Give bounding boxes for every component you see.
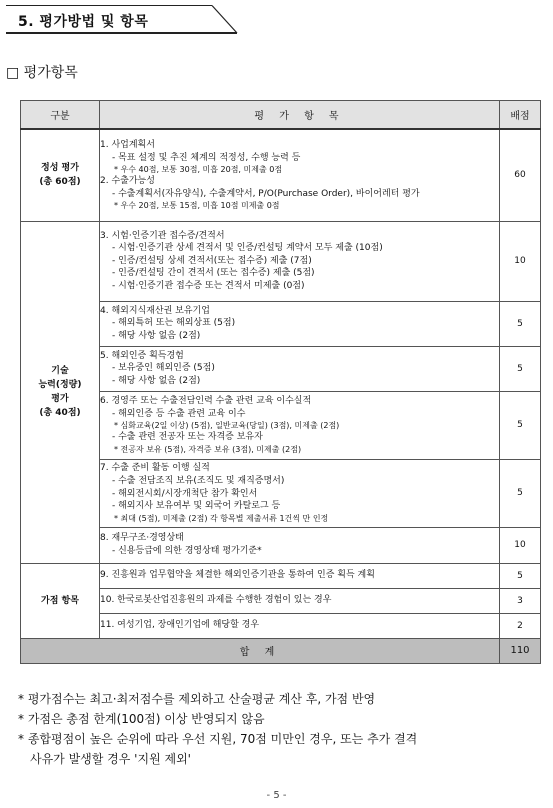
item-cell <box>100 301 500 346</box>
category-label: 능력(정량) <box>38 380 82 390</box>
category-label: 평가 <box>51 394 69 404</box>
item-title: 2. 수출가능성 <box>100 176 155 187</box>
total-label-text: 합 계 <box>239 647 281 658</box>
total-row <box>21 638 541 663</box>
footnote: * 종합평점이 높은 순위에 따라 우선 지원, 70점 미만인 경우, 또는 추가 결격 <box>18 732 418 746</box>
section-title-box <box>6 5 236 34</box>
category-cell <box>21 129 100 221</box>
item-detail: - 신용등급에 의한 경영상태 평가기준* <box>112 546 262 556</box>
category-label: 정성 평가 <box>41 163 79 174</box>
item-detail: - 보유중인 해외인증 (5점) <box>112 363 215 374</box>
item-cell <box>100 346 500 391</box>
category-cell <box>21 563 100 638</box>
item-cell <box>100 391 500 459</box>
header-items-label: 평 가 항 목 <box>254 111 345 122</box>
category-label: 가점 항목 <box>41 595 79 606</box>
table-body <box>21 129 541 638</box>
item-note: * 우수 40점, 보통 30점, 미흡 20점, 미제출 0점 <box>114 165 283 175</box>
score-cell: 5 <box>500 563 541 588</box>
item-title: 3. 시험·인증기관 접수증/견적서 <box>100 230 225 241</box>
item-detail: - 해외특허 또는 해외상표 (5점) <box>112 318 236 329</box>
item-cell <box>100 613 500 638</box>
item-detail: - 해외인증 등 수출 관련 교육 이수 <box>112 408 246 419</box>
score-cell: 10 <box>500 221 541 301</box>
score-cell: 5 <box>500 391 541 459</box>
item-title: 6. 경영주 또는 수출전담인력 수출 관련 교육 이수실적 <box>100 396 312 407</box>
table-header-row <box>21 101 541 130</box>
footnotes <box>18 689 538 769</box>
item-note: * 심화교육(2일 이상) (5점), 일반교육(당일) (3점), 미제출 (2점) <box>114 421 340 431</box>
footnote: * 평가점수는 최고·최저점수를 제외하고 산술평균 계산 후, 가점 반영 <box>18 692 376 706</box>
item-title: 8. 재무구조·경영상태 <box>100 533 184 544</box>
item-detail: - 해당 사항 없음 (2점) <box>112 375 201 386</box>
item-title: 9. 진흥원과 업무협약을 체결한 해외인증기관을 통하여 인증 획득 계획 <box>100 570 375 581</box>
item-detail: - 수출계획서(자유양식), 수출계약서, P/O(Purchase Order), 바이어레터 평가 <box>112 188 420 199</box>
category-cell <box>21 221 100 563</box>
item-title: 11. 여성기업, 장애인기업에 해당할 경우 <box>100 620 260 631</box>
table-row <box>21 129 541 221</box>
evaluation-table <box>20 100 541 664</box>
item-detail: - 해외전시회/시장개척단 참가 확인서 <box>112 488 258 499</box>
header-category: 구분 <box>21 101 100 130</box>
item-note: * 전공자 보유 (5점), 자격증 보유 (3점), 미제출 (2점) <box>114 444 302 454</box>
section-title: 5. 평가방법 및 항목 <box>18 14 149 30</box>
item-title: 4. 해외지식재산권 보유기업 <box>100 305 210 316</box>
item-cell <box>100 563 500 588</box>
item-title: 7. 수출 준비 활동 이행 실적 <box>100 463 210 474</box>
score-cell: 2 <box>500 613 541 638</box>
item-detail: - 시험·인증기관 접수증 또는 견적서 미제출 (0점) <box>112 280 305 291</box>
item-cell <box>100 221 500 301</box>
footnote: * 가점은 총점 한계(100점) 이상 반영되지 않음 <box>18 712 265 726</box>
category-label: (총 60점) <box>39 177 81 188</box>
item-cell <box>100 459 500 527</box>
item-detail: - 시험·인증기관 상세 견적서 및 인증/컨설팅 계약서 모두 제출 (10점) <box>112 243 383 254</box>
item-title: 1. 사업계획서 <box>100 140 155 151</box>
score-cell: 60 <box>500 129 541 221</box>
item-cell <box>100 527 500 563</box>
score-cell: 5 <box>500 459 541 527</box>
item-cell <box>100 588 500 613</box>
item-detail: - 목표 설정 및 추진 체계의 적정성, 수행 능력 등 <box>112 152 301 163</box>
sub-heading: □ 평가항목 <box>6 65 78 81</box>
item-detail: - 해외지사 보유여부 및 외국어 카탈로그 등 <box>112 501 281 512</box>
item-title: 10. 한국로봇산업진흥원의 과제를 수행한 경험이 있는 경우 <box>100 595 332 606</box>
item-note: * 최대 (5점), 미제출 (2점) 각 항목별 제출서류 1건씩 만 인정 <box>114 513 329 523</box>
category-label: 기술 <box>51 366 69 376</box>
total-label <box>21 638 500 663</box>
page-number: - 5 - <box>266 790 287 801</box>
item-title: 5. 해외인증 획득경험 <box>100 350 184 361</box>
item-detail: - 수출 전담조직 보유(조직도 및 재직증명서) <box>112 475 285 486</box>
score-cell: 5 <box>500 301 541 346</box>
footnote-continuation: 사유가 발생할 경우 '지원 제외' <box>30 752 191 766</box>
header-items <box>100 101 500 130</box>
item-detail: - 인증/컨설팅 상세 견적서(또는 접수증) 제출 (7점) <box>112 255 312 266</box>
item-detail: - 인증/컨설팅 간이 견적서 (또는 접수증) 제출 (5점) <box>112 268 315 279</box>
table-row <box>21 221 541 301</box>
item-note: * 우수 20점, 보통 15점, 미흡 10점 미제출 0점 <box>114 201 280 211</box>
table-row <box>21 563 541 588</box>
total-score: 110 <box>500 638 541 663</box>
category-label: (총 40점) <box>39 408 81 418</box>
score-cell: 3 <box>500 588 541 613</box>
score-cell: 10 <box>500 527 541 563</box>
item-cell <box>100 129 500 221</box>
item-detail: - 해당 사항 없음 (2점) <box>112 330 201 341</box>
item-detail: - 수출 관련 전공자 또는 자격증 보유자 <box>112 432 263 443</box>
header-score: 배점 <box>500 101 541 130</box>
score-cell: 5 <box>500 346 541 391</box>
